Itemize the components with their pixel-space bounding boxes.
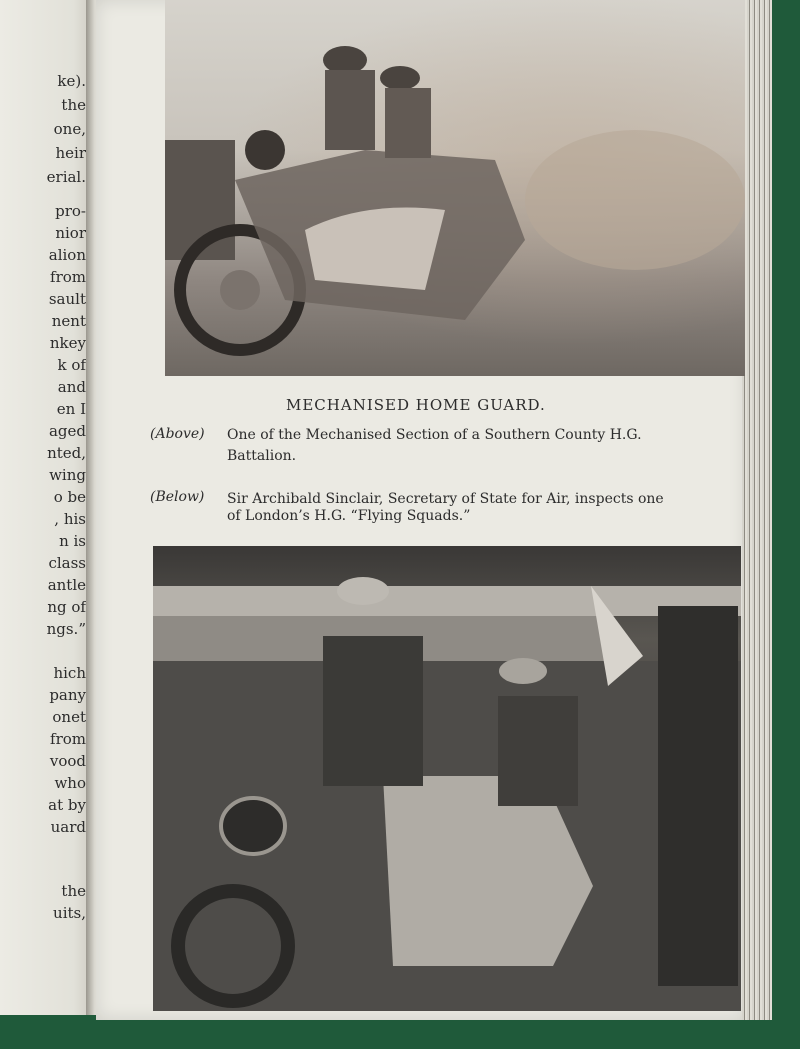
bottom-photo-flying-squad <box>153 546 741 1011</box>
left-page-text-line: n is <box>59 532 86 550</box>
left-page-text-line: pro- <box>55 202 86 220</box>
caption-below-label: (Below) <box>150 489 205 505</box>
left-page-text-line: from <box>50 268 86 286</box>
hedge-background <box>525 130 745 270</box>
caption-below-text-line2: of London’s H.G. “Flying Squads.” <box>227 508 471 524</box>
bottom-photo-drawing <box>153 546 741 1011</box>
left-page-text-line: vood <box>49 752 86 770</box>
soldier-helmet <box>337 577 389 605</box>
left-page-text-line: one, <box>53 120 86 138</box>
left-page-text-line: from <box>50 730 86 748</box>
balustrade-rail <box>153 586 741 616</box>
gunner-helmet <box>499 658 547 684</box>
top-photo-drawing <box>165 0 745 376</box>
left-page-text-line: who <box>54 774 86 792</box>
bottom-headlamp <box>221 798 285 854</box>
left-page-text-line: hich <box>53 664 86 682</box>
left-page-text-line: pany <box>49 686 86 704</box>
top-photo-motorcycle-sidecar <box>165 0 745 376</box>
left-page-text-line: ngs.” <box>46 620 86 638</box>
left-page <box>0 0 92 1015</box>
left-page-text-line: ng of <box>47 598 86 616</box>
left-page-text-line: the <box>61 882 86 900</box>
left-page-text-line: uits, <box>53 904 86 922</box>
left-page-text-line: , his <box>54 510 86 528</box>
left-page-text-line: onet <box>52 708 86 726</box>
left-page-text-line: wing <box>49 466 86 484</box>
soldier-body <box>323 636 423 786</box>
passenger-body <box>385 88 431 158</box>
officer-figure <box>658 606 738 986</box>
caption-above-label: (Above) <box>150 426 205 442</box>
left-page-text-line: erial. <box>46 168 86 186</box>
left-page-text-line: alion <box>48 246 86 264</box>
caption-below-text-line1: Sir Archibald Sinclair, Secretary of State for Air, inspects one <box>227 491 664 507</box>
left-page-text-line: ke). <box>57 72 86 90</box>
front-hub <box>220 270 260 310</box>
left-page-text-line: nkey <box>49 334 86 352</box>
left-page-text-line: class <box>48 554 86 572</box>
left-page-text-line: antle <box>47 576 86 594</box>
headlamp <box>245 130 285 170</box>
left-page-text-line: nted, <box>47 444 86 462</box>
left-page-text-line: sault <box>48 290 86 308</box>
rider-helmet <box>323 46 367 74</box>
left-page-text-line: k of <box>57 356 86 374</box>
left-page-text-line: heir <box>55 144 86 162</box>
left-page-text-line: o be <box>53 488 86 506</box>
left-page-text-line: at by <box>48 796 86 814</box>
caption-title: MECHANISED HOME GUARD. <box>286 396 546 414</box>
left-page-text-line: and <box>57 378 86 396</box>
caption-above-text-line2: Battalion. <box>227 448 297 464</box>
left-page-text-line: nent <box>51 312 86 330</box>
left-page-text-line: the <box>61 96 86 114</box>
passenger-helmet <box>380 66 420 90</box>
gunner-body <box>498 696 578 806</box>
page-edges <box>742 0 772 1020</box>
left-page-text-line: nior <box>55 224 86 242</box>
left-page-text-line: aged <box>48 422 86 440</box>
rider-body <box>325 70 375 150</box>
left-page-text-line: uard <box>50 818 86 836</box>
left-page-text-line: en I <box>56 400 86 418</box>
caption-above-text-line1: One of the Mechanised Section of a Southern County H.G. <box>227 427 642 443</box>
